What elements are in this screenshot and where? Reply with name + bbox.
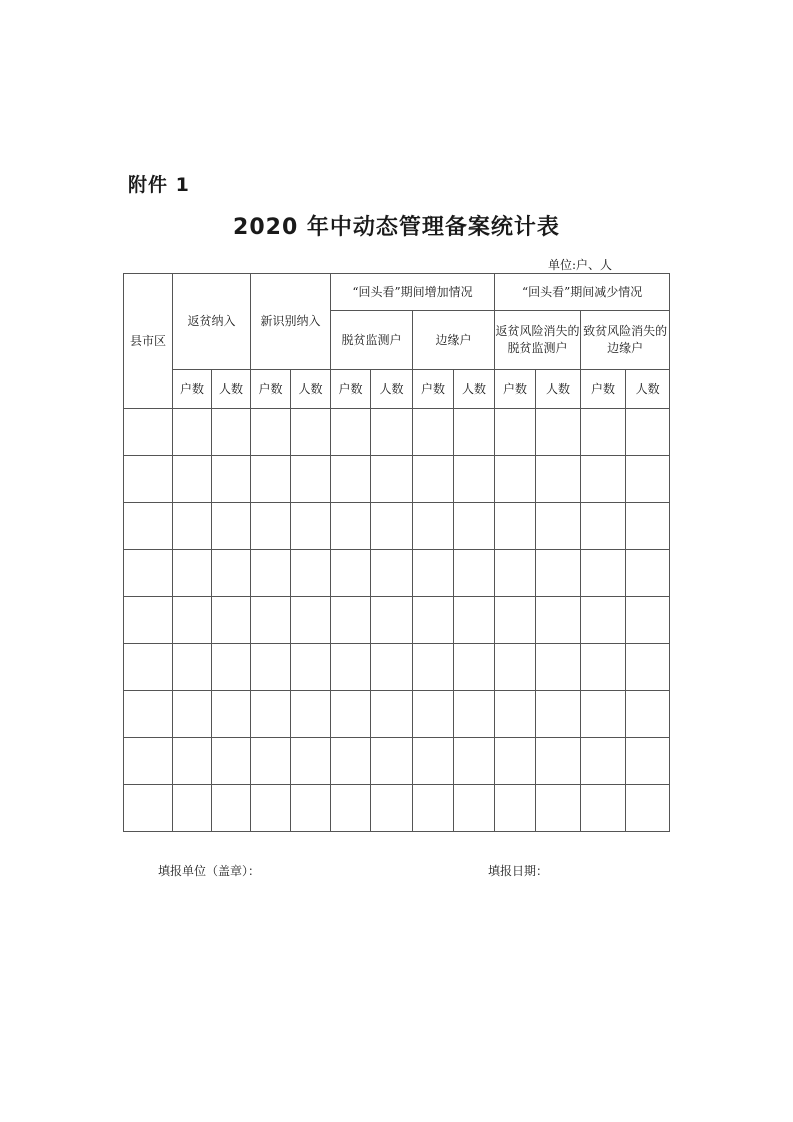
table-cell bbox=[371, 738, 413, 785]
table-cell bbox=[371, 503, 413, 550]
poverty-risk-eliminated-header: 致贫风险消失的边缘户 bbox=[581, 311, 670, 370]
table-cell bbox=[413, 644, 454, 691]
table-cell bbox=[454, 550, 495, 597]
table-cell bbox=[291, 691, 331, 738]
table-row bbox=[124, 409, 670, 456]
persons-header: 人数 bbox=[371, 370, 413, 409]
table-cell bbox=[626, 785, 670, 832]
table-cell bbox=[413, 503, 454, 550]
table-cell bbox=[536, 409, 581, 456]
table-cell bbox=[331, 597, 371, 644]
table-cell bbox=[413, 409, 454, 456]
households-header: 户数 bbox=[495, 370, 536, 409]
table-cell bbox=[251, 644, 291, 691]
persons-header: 人数 bbox=[291, 370, 331, 409]
table-cell bbox=[626, 644, 670, 691]
households-header: 户数 bbox=[581, 370, 626, 409]
table-cell bbox=[212, 644, 251, 691]
page-title: 2020 年中动态管理备案统计表 bbox=[233, 215, 560, 240]
households-header: 户数 bbox=[413, 370, 454, 409]
table-cell bbox=[626, 691, 670, 738]
table-cell bbox=[413, 691, 454, 738]
households-header: 户数 bbox=[331, 370, 371, 409]
households-header: 户数 bbox=[251, 370, 291, 409]
unit-label: 单位:户、人 bbox=[548, 258, 613, 272]
table-cell bbox=[212, 503, 251, 550]
table-cell bbox=[626, 597, 670, 644]
table-cell bbox=[536, 738, 581, 785]
statistics-table bbox=[123, 273, 670, 832]
table-cell bbox=[536, 691, 581, 738]
table-cell bbox=[124, 785, 173, 832]
table-cell bbox=[454, 409, 495, 456]
table-cell bbox=[626, 550, 670, 597]
table-cell bbox=[331, 691, 371, 738]
table-cell bbox=[454, 644, 495, 691]
table-cell bbox=[495, 409, 536, 456]
table-cell bbox=[413, 785, 454, 832]
table-cell bbox=[536, 785, 581, 832]
table-cell bbox=[536, 550, 581, 597]
header-row-1 bbox=[124, 274, 670, 311]
new-identified-header: 新识别纳入 bbox=[251, 274, 331, 370]
table-cell bbox=[291, 503, 331, 550]
table-cell bbox=[291, 456, 331, 503]
reporting-unit-label: 填报单位（盖章）： bbox=[158, 864, 261, 878]
decrease-group-header: “回头看”期间减少情况 bbox=[495, 274, 670, 311]
table-cell bbox=[371, 597, 413, 644]
table-cell bbox=[454, 503, 495, 550]
table-cell bbox=[251, 550, 291, 597]
table-cell bbox=[251, 785, 291, 832]
persons-header: 人数 bbox=[626, 370, 670, 409]
table-row bbox=[124, 691, 670, 738]
table-cell bbox=[124, 597, 173, 644]
table-cell bbox=[173, 550, 212, 597]
monitor-households-header: 脱贫监测户 bbox=[331, 311, 413, 370]
table-cell bbox=[124, 456, 173, 503]
table-cell bbox=[251, 503, 291, 550]
table-body bbox=[124, 274, 670, 832]
table-cell bbox=[291, 644, 331, 691]
table-cell bbox=[331, 550, 371, 597]
table-cell bbox=[626, 503, 670, 550]
table-cell bbox=[291, 550, 331, 597]
table-cell bbox=[291, 409, 331, 456]
table-cell bbox=[581, 503, 626, 550]
table-cell bbox=[454, 597, 495, 644]
table-cell bbox=[173, 738, 212, 785]
table-cell bbox=[251, 597, 291, 644]
table-cell bbox=[536, 597, 581, 644]
table-cell bbox=[124, 550, 173, 597]
table-cell bbox=[495, 550, 536, 597]
attachment-label: 附件 1 bbox=[128, 174, 190, 196]
table-cell bbox=[581, 785, 626, 832]
table-cell bbox=[173, 503, 212, 550]
table-cell bbox=[413, 738, 454, 785]
table-cell bbox=[581, 550, 626, 597]
table-cell bbox=[495, 503, 536, 550]
edge-households-header: 边缘户 bbox=[413, 311, 495, 370]
table-cell bbox=[495, 597, 536, 644]
table-row bbox=[124, 644, 670, 691]
table-cell bbox=[331, 456, 371, 503]
table-cell bbox=[173, 456, 212, 503]
table-cell bbox=[212, 550, 251, 597]
table-cell bbox=[124, 691, 173, 738]
header-row-3 bbox=[124, 370, 670, 409]
table-cell bbox=[371, 785, 413, 832]
table-cell bbox=[331, 785, 371, 832]
table-cell bbox=[581, 409, 626, 456]
households-header: 户数 bbox=[173, 370, 212, 409]
table-cell bbox=[173, 597, 212, 644]
table-cell bbox=[212, 597, 251, 644]
table-cell bbox=[581, 691, 626, 738]
table-cell bbox=[124, 644, 173, 691]
table-cell bbox=[371, 409, 413, 456]
table-cell bbox=[173, 691, 212, 738]
table-cell bbox=[454, 738, 495, 785]
table-cell bbox=[291, 597, 331, 644]
table-cell bbox=[173, 409, 212, 456]
table-cell bbox=[454, 691, 495, 738]
table-cell bbox=[331, 503, 371, 550]
persons-header: 人数 bbox=[454, 370, 495, 409]
table-cell bbox=[536, 503, 581, 550]
table-cell bbox=[495, 456, 536, 503]
table-cell bbox=[251, 456, 291, 503]
table-cell bbox=[495, 644, 536, 691]
table-cell bbox=[536, 644, 581, 691]
table-cell bbox=[626, 456, 670, 503]
persons-header: 人数 bbox=[536, 370, 581, 409]
table-cell bbox=[251, 409, 291, 456]
table-cell bbox=[371, 456, 413, 503]
table-cell bbox=[371, 550, 413, 597]
table-cell bbox=[626, 409, 670, 456]
table-cell bbox=[124, 409, 173, 456]
table-cell bbox=[495, 691, 536, 738]
table-cell bbox=[581, 597, 626, 644]
table-cell bbox=[454, 785, 495, 832]
table-cell bbox=[495, 785, 536, 832]
table-cell bbox=[331, 738, 371, 785]
table-cell bbox=[124, 738, 173, 785]
table-cell bbox=[371, 691, 413, 738]
table-cell bbox=[212, 456, 251, 503]
table-cell bbox=[413, 456, 454, 503]
persons-header: 人数 bbox=[212, 370, 251, 409]
table-cell bbox=[581, 456, 626, 503]
table-row bbox=[124, 456, 670, 503]
table-cell bbox=[371, 644, 413, 691]
table-cell bbox=[331, 644, 371, 691]
table-row bbox=[124, 503, 670, 550]
table-cell bbox=[291, 738, 331, 785]
table-cell bbox=[454, 456, 495, 503]
table-cell bbox=[212, 785, 251, 832]
table-cell bbox=[413, 597, 454, 644]
table-cell bbox=[212, 691, 251, 738]
table-row bbox=[124, 550, 670, 597]
table-cell bbox=[173, 644, 212, 691]
table-cell bbox=[495, 738, 536, 785]
return-poverty-header: 返贫纳入 bbox=[173, 274, 251, 370]
table-cell bbox=[291, 785, 331, 832]
reporting-date-label: 填报日期： bbox=[488, 864, 549, 878]
table-row bbox=[124, 785, 670, 832]
table-row bbox=[124, 738, 670, 785]
table-cell bbox=[581, 738, 626, 785]
table-cell bbox=[626, 738, 670, 785]
table-cell bbox=[173, 785, 212, 832]
table-cell bbox=[212, 409, 251, 456]
table-cell bbox=[251, 738, 291, 785]
return-risk-eliminated-header: 返贫风险消失的脱贫监测户 bbox=[495, 311, 581, 370]
table-row bbox=[124, 597, 670, 644]
table-cell bbox=[212, 738, 251, 785]
county-header: 县市区 bbox=[124, 274, 173, 409]
table-cell bbox=[124, 503, 173, 550]
table-cell bbox=[251, 691, 291, 738]
table-cell bbox=[413, 550, 454, 597]
table-cell bbox=[536, 456, 581, 503]
increase-group-header: “回头看”期间增加情况 bbox=[331, 274, 495, 311]
table-cell bbox=[331, 409, 371, 456]
table-cell bbox=[581, 644, 626, 691]
